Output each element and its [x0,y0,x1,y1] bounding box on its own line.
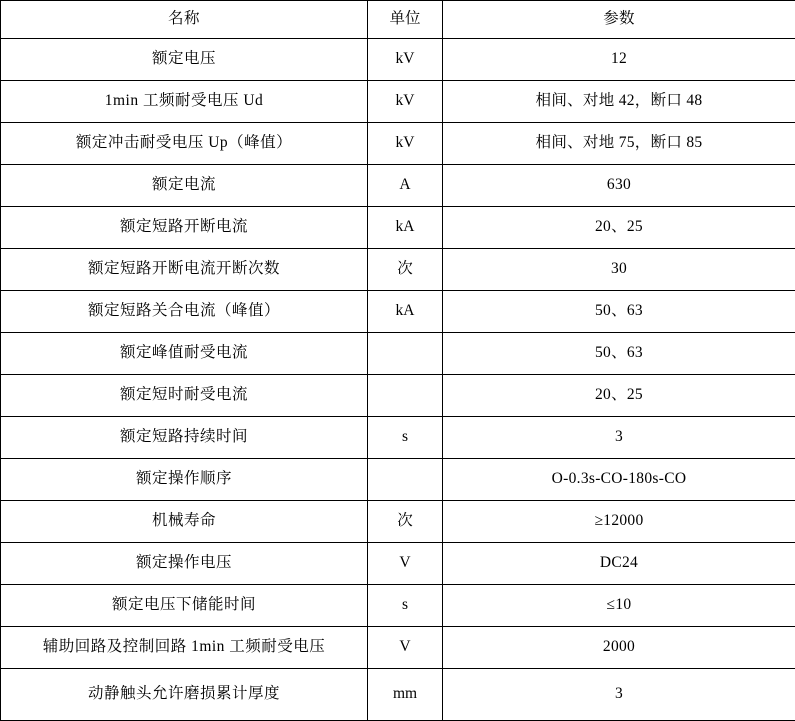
table-row [1,165,795,207]
row-unit: kA [368,291,443,333]
row-param: 12 [443,39,795,81]
row-param: 3 [443,669,795,721]
table-header [1,1,795,39]
row-param: ≤10 [443,585,795,627]
table-row [1,39,795,81]
row-param: 50、63 [443,291,795,333]
table-body [1,39,795,721]
row-name: 额定电压 [1,39,368,81]
row-name: 额定冲击耐受电压 Up（峰值） [1,123,368,165]
row-unit: V [368,543,443,585]
row-unit: V [368,627,443,669]
table-header-row [1,1,795,39]
row-param: 50、63 [443,333,795,375]
row-name: 额定短路开断电流 [1,207,368,249]
table-row [1,207,795,249]
table-row [1,627,795,669]
row-name: 1min 工频耐受电压 Ud [1,81,368,123]
table-row [1,375,795,417]
column-header-unit: 单位 [368,1,443,39]
column-header-name: 名称 [1,1,368,39]
row-name: 动静触头允许磨损累计厚度 [1,669,368,721]
table-row [1,249,795,291]
row-name: 额定操作电压 [1,543,368,585]
table-row [1,543,795,585]
row-param: 30 [443,249,795,291]
row-unit: 次 [368,249,443,291]
row-unit: A [368,165,443,207]
row-unit: mm [368,669,443,721]
row-name: 额定短时耐受电流 [1,375,368,417]
table-row [1,501,795,543]
row-param: O-0.3s-CO-180s-CO [443,459,795,501]
table-row [1,333,795,375]
row-name: 额定电流 [1,165,368,207]
table-row [1,123,795,165]
row-unit [368,333,443,375]
table-row [1,81,795,123]
row-param: 2000 [443,627,795,669]
row-param: 相间、对地 42，断口 48 [443,81,795,123]
row-param: 20、25 [443,375,795,417]
row-unit: kV [368,39,443,81]
row-name: 额定短路持续时间 [1,417,368,459]
row-param: DC24 [443,543,795,585]
row-param: 20、25 [443,207,795,249]
table-row [1,459,795,501]
row-unit: kA [368,207,443,249]
row-param: 3 [443,417,795,459]
row-unit: kV [368,123,443,165]
column-header-param: 参数 [443,1,795,39]
row-unit: 次 [368,501,443,543]
row-unit: s [368,417,443,459]
row-name: 额定峰值耐受电流 [1,333,368,375]
row-unit: kV [368,81,443,123]
row-name: 额定短路开断电流开断次数 [1,249,368,291]
row-name: 额定操作顺序 [1,459,368,501]
table-row [1,417,795,459]
row-name: 机械寿命 [1,501,368,543]
table-row [1,669,795,721]
table-row [1,585,795,627]
row-unit: s [368,585,443,627]
row-unit [368,375,443,417]
row-param: 630 [443,165,795,207]
table-row [1,291,795,333]
row-name: 额定电压下储能时间 [1,585,368,627]
row-param: ≥12000 [443,501,795,543]
row-name: 辅助回路及控制回路 1min 工频耐受电压 [1,627,368,669]
row-unit [368,459,443,501]
row-param: 相间、对地 75，断口 85 [443,123,795,165]
row-name: 额定短路关合电流（峰值） [1,291,368,333]
